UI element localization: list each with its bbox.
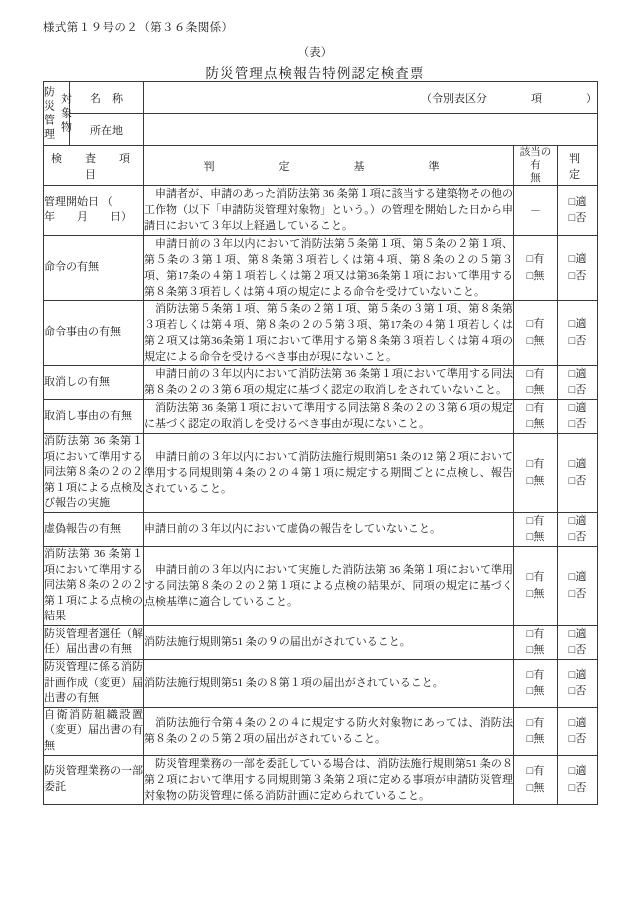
checkbox-applicable-yes[interactable]: □有 (526, 514, 545, 527)
checkbox-applicable-no[interactable]: □無 (526, 334, 545, 347)
table-row (44, 235, 598, 300)
checkbox-applicable-no[interactable]: □無 (526, 781, 545, 794)
checkbox-applicable-no[interactable]: □無 (526, 474, 545, 487)
checkbox-applicable-no[interactable]: □無 (526, 644, 545, 657)
row-judgement-checkboxes[interactable] (558, 512, 598, 546)
checkbox-judgement-pass[interactable]: □適 (568, 668, 587, 681)
checkbox-judgement-fail[interactable]: □否 (568, 781, 587, 794)
identity-vertical-label-taishou: 対象物 (59, 92, 72, 135)
checkbox-judgement-pass[interactable]: □適 (568, 571, 587, 584)
checkbox-applicable-yes[interactable]: □有 (526, 716, 545, 729)
reihyo-kubun-text: （令別表区分 項 ） (421, 92, 597, 105)
row-item-label: 防災管理に係る消防計画作成（変更）届出書の有無 (44, 659, 144, 707)
row-item-label: 防災管理者選任（解任）届出書の有無 (44, 625, 144, 659)
checkbox-applicable-no[interactable]: □無 (526, 587, 545, 600)
row-item-label: 自衛消防組織設置（変更）届出書の有無 (44, 707, 144, 755)
row-applicable-checkboxes[interactable] (514, 365, 558, 399)
row-judgement-checkboxes[interactable] (558, 707, 598, 755)
checkbox-applicable-yes[interactable]: □有 (526, 401, 545, 414)
row-judgement-checkboxes[interactable] (558, 625, 598, 659)
checkbox-judgement-fail[interactable]: □否 (568, 384, 587, 397)
checkbox-judgement-fail[interactable]: □否 (568, 644, 587, 657)
checkbox-judgement-pass[interactable]: □適 (568, 318, 587, 331)
row-criteria-text: 申請日前の３年以内において実施した消防法第 36 条第１項において準用する同法第８条の２の２第１項による点検の結果が、同項の規定に基づく点検基準に適合していること。 (144, 546, 514, 625)
row-criteria-text: 消防法施行令第４条の２の４に規定する防火対象物にあっては、消防法第８条の２の５第２項の届出がされていること。 (144, 707, 514, 755)
checkbox-applicable-no[interactable]: □無 (526, 733, 545, 746)
header-applicable-line1: 該当の (519, 147, 552, 158)
checkbox-judgement-pass[interactable]: □適 (568, 401, 587, 414)
checkbox-judgement-pass[interactable]: □適 (568, 765, 587, 778)
row-item-label: 命令事由の有無 (44, 300, 144, 365)
row-applicable-checkboxes[interactable] (514, 755, 558, 804)
row-applicable-checkboxes[interactable] (514, 707, 558, 755)
table-row (44, 186, 598, 235)
table-header-row (44, 146, 598, 186)
checkbox-judgement-fail[interactable]: □否 (568, 418, 587, 431)
identity-label-address: 所在地 (70, 114, 144, 146)
page-title: 防災管理点検報告特例認定検査票 (205, 66, 425, 81)
checkbox-applicable-yes[interactable]: □有 (526, 765, 545, 778)
table-row (44, 625, 598, 659)
checkbox-judgement-pass[interactable]: □適 (568, 195, 587, 208)
checkbox-judgement-pass[interactable]: □適 (568, 627, 587, 640)
row-applicable-checkboxes[interactable] (514, 399, 558, 433)
header-criteria: 判 定 基 準 (144, 146, 514, 186)
table-row (44, 707, 598, 755)
table-row (44, 433, 598, 512)
checkbox-judgement-fail[interactable]: □否 (568, 269, 587, 282)
checkbox-applicable-yes[interactable]: □有 (526, 458, 545, 471)
checkbox-applicable-yes[interactable]: □有 (526, 627, 545, 640)
row-item-label: 消防法第 36 条第１項において準用する同法第８条の２の２第１項による点検の結果 (44, 546, 144, 625)
row-criteria-text: 消防法施行規則第51 条の８第１項の届出がされていること。 (144, 659, 514, 707)
form-number: 様式第１９号の２（第３６条関係） (43, 22, 234, 34)
row-applicable-not-applicable: － (514, 186, 558, 235)
table-row (44, 300, 598, 365)
row-applicable-checkboxes[interactable] (514, 235, 558, 300)
row-applicable-checkboxes[interactable] (514, 546, 558, 625)
header-inspection-item: 検 査 項 目 (44, 146, 144, 186)
checkbox-judgement-fail[interactable]: □否 (568, 587, 587, 600)
header-judgement: 判 定 (558, 146, 598, 186)
checkbox-judgement-fail[interactable]: □否 (568, 334, 587, 347)
identity-vertical-label-bousai: 防災管理 (42, 85, 55, 142)
identity-label-name: 名 称 (70, 82, 144, 114)
row-item-label: 取消し事由の有無 (44, 399, 144, 433)
row-judgement-checkboxes[interactable] (558, 365, 598, 399)
checkbox-applicable-yes[interactable]: □有 (526, 318, 545, 331)
header-applicable-line2: 有 無 (530, 160, 562, 185)
row-applicable-checkboxes[interactable] (514, 300, 558, 365)
row-criteria-text: 申請日前の３年以内において消防法第５条第１項、第５条の２第１項、第５条の３第１項、第８条第３項若しくは第４項、第８条の２の５第３項、第17条の４第１項若しくは第２項又は第36条第１項において準用する第８条第３項若しくは第４項の規定による命令を受けていないこと。 (144, 235, 514, 300)
row-criteria-text: 消防法施行規則第51 条の９の届出がされていること。 (144, 625, 514, 659)
row-judgement-checkboxes[interactable] (558, 235, 598, 300)
checkbox-judgement-fail[interactable]: □否 (568, 685, 587, 698)
checkbox-judgement-pass[interactable]: □適 (568, 367, 587, 380)
checkbox-applicable-no[interactable]: □無 (526, 384, 545, 397)
row-item-label: 消防法第 36 条第１項において準用する同法第８条の２の２第１項による点検及び報告の実施 (44, 433, 144, 512)
row-criteria-text: 消防法第 36 条第１項において準用する同法第８条の２の３第６項の規定に基づく認定の取消しを受けるべき事由が現にないこと。 (144, 399, 514, 433)
row-judgement-checkboxes[interactable] (558, 433, 598, 512)
identity-row-address (44, 114, 598, 146)
checkbox-judgement-pass[interactable]: □適 (568, 458, 587, 471)
row-criteria-text: 申請者が、申請のあった消防法第 36 条第１項に該当する建築物その他の工作物（以下「申請防災管理対象物」という。）の管理を開始した日から申請日において３年以上経過していること。 (144, 186, 514, 235)
checkbox-applicable-yes[interactable]: □有 (526, 668, 545, 681)
row-item-label: 虚偽報告の有無 (44, 512, 144, 546)
row-item-label: 管理開始日 （ 年 月 日） (44, 186, 144, 235)
checkbox-judgement-fail[interactable]: □否 (568, 531, 587, 544)
checkbox-applicable-no[interactable]: □無 (526, 685, 545, 698)
identity-value-address[interactable] (144, 114, 598, 146)
row-criteria-text: 申請日前の３年以内において消防法施行規則第51 条の12 第２項において準用する同規則第４条の２の４第１項に規定する期間ごとに点検し、報告されていること。 (144, 433, 514, 512)
table-row (44, 512, 598, 546)
header-applicable (514, 146, 562, 186)
row-applicable-checkboxes[interactable] (514, 625, 558, 659)
row-judgement-checkboxes[interactable] (558, 186, 598, 235)
table-row (44, 365, 598, 399)
checkbox-judgement-pass[interactable]: □適 (568, 716, 587, 729)
side-marker: （表） (297, 47, 333, 59)
row-judgement-checkboxes[interactable] (558, 755, 598, 804)
table-row (44, 399, 598, 433)
checkbox-applicable-yes[interactable]: □有 (526, 367, 545, 380)
row-item-label: 取消しの有無 (44, 365, 144, 399)
row-criteria-text: 申請日前の３年以内において虚偽の報告をしていないこと。 (144, 512, 514, 546)
row-judgement-checkboxes[interactable] (558, 546, 598, 625)
row-item-label: 防災管理業務の一部委託 (44, 755, 144, 804)
row-judgement-checkboxes[interactable] (558, 399, 598, 433)
row-judgement-checkboxes[interactable] (558, 300, 598, 365)
checkbox-applicable-no[interactable]: □無 (526, 418, 545, 431)
checkbox-judgement-fail[interactable]: □否 (568, 474, 587, 487)
checkbox-judgement-fail[interactable]: □否 (568, 212, 587, 225)
table-row (44, 659, 598, 707)
row-criteria-text: 消防法第５条第１項、第５条の２第１項、第５条の３第１項、第８条第３項若しくは第４項、第８条の２の５第３項、第17条の４第１項若しくは第２項又は第36条第１項において準用する第８条第３項若しくは第４項の規定による命令を受けるべき事由が現にないこと。 (144, 300, 514, 365)
row-applicable-checkboxes[interactable] (514, 433, 558, 512)
checkbox-applicable-no[interactable]: □無 (526, 531, 545, 544)
checkbox-applicable-yes[interactable]: □有 (526, 571, 545, 584)
checkbox-applicable-no[interactable]: □無 (526, 269, 545, 282)
checkbox-judgement-fail[interactable]: □否 (568, 733, 587, 746)
table-row (44, 546, 598, 625)
identity-row-name (44, 82, 598, 114)
row-applicable-checkboxes[interactable] (514, 512, 558, 546)
checkbox-applicable-yes[interactable]: □有 (526, 253, 545, 266)
checkbox-judgement-pass[interactable]: □適 (568, 514, 587, 527)
identity-value-name[interactable] (144, 82, 598, 114)
row-judgement-checkboxes[interactable] (558, 659, 598, 707)
checkbox-judgement-pass[interactable]: □適 (568, 253, 587, 266)
row-criteria-text: 申請日前の３年以内において消防法第 36 条第１項において準用する同法第８条の２の３第６項の規定に基づく認定の取消しをされていないこと。 (144, 365, 514, 399)
inspection-table (42, 81, 603, 805)
row-applicable-checkboxes[interactable] (514, 659, 558, 707)
identity-vertical-label (44, 82, 70, 146)
row-criteria-text: 防災管理業務の一部を委託している場合は、消防法施行規則第51 条の８第２項において準用する同規則第３条第２項に定める事項が申請防災管理対象物の防災管理に係る消防計画に定められていること。 (144, 755, 514, 804)
row-item-label: 命令の有無 (44, 235, 144, 300)
table-row (44, 755, 598, 804)
